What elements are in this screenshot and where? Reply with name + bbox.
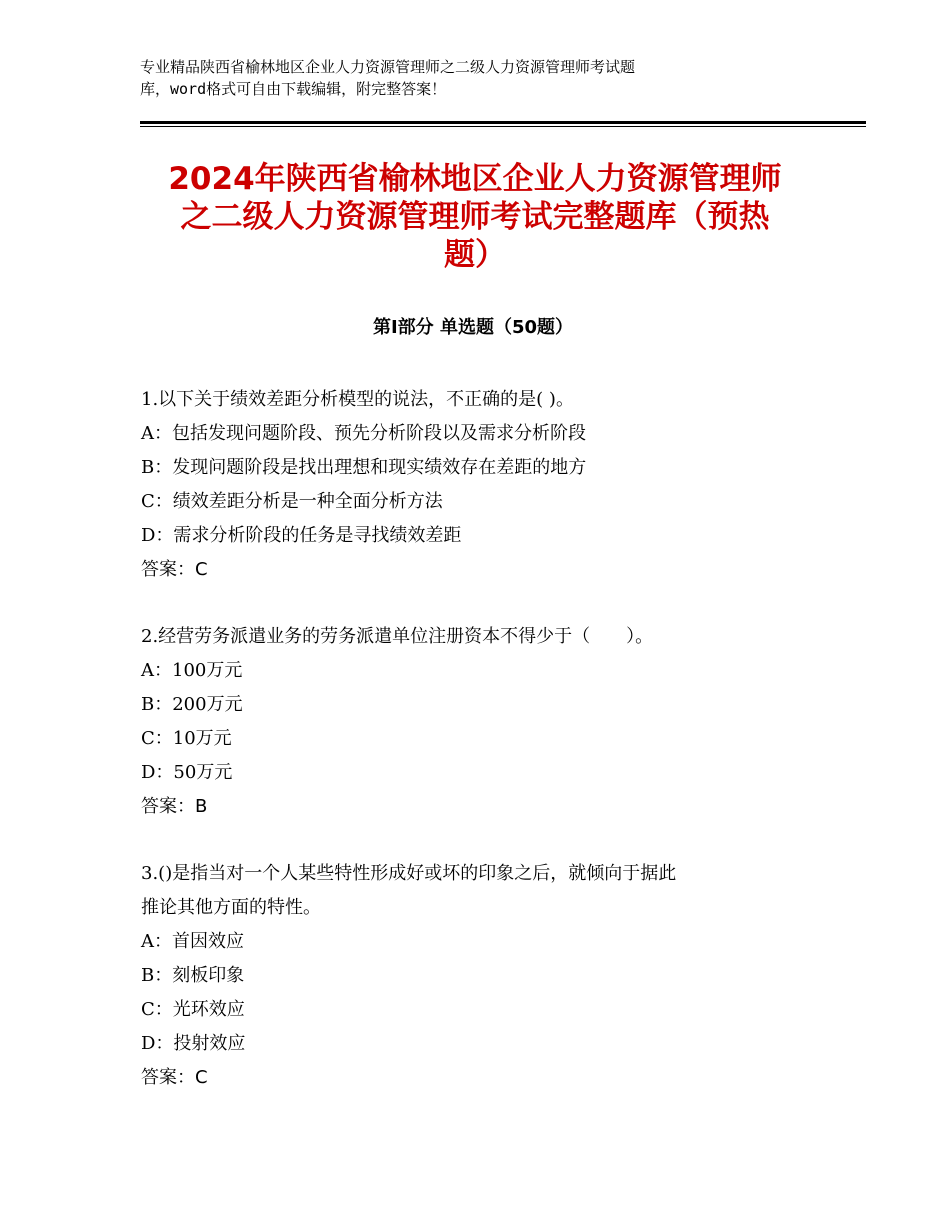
option-d: D：需求分析阶段的任务是寻找绩效差距: [141, 525, 462, 546]
document-title-line-1: 2024年陕西省榆林地区企业人力资源管理师: [168, 161, 782, 197]
answer: 答案：C: [141, 1067, 208, 1088]
option-b: B：发现问题阶段是找出理想和现实绩效存在差距的地方: [141, 457, 587, 478]
question-stem: 2.经营劳务派遣业务的劳务派遣单位注册资本不得少于（ ）。: [141, 626, 654, 647]
option-b: B：刻板印象: [141, 965, 245, 986]
option-b: B：200万元: [141, 694, 243, 715]
question-2: [141, 620, 821, 824]
question-stem: 1.以下关于绩效差距分析模型的说法，不正确的是( )。: [141, 389, 574, 410]
option-a: A：100万元: [141, 660, 243, 681]
option-a: A：包括发现问题阶段、预先分析阶段以及需求分析阶段: [141, 423, 586, 444]
document-title-line-3: 题）: [444, 237, 506, 273]
answer: 答案：C: [141, 559, 208, 580]
option-a: A：首因效应: [141, 931, 244, 952]
question-list: [141, 383, 821, 1128]
section-title: 第Ⅰ部分 单选题（50题）: [372, 317, 573, 338]
question-stem: 3.()是指当对一个人某些特性形成好或坏的印象之后，就倾向于据此: [141, 863, 677, 884]
document-title-line-2: 之二级人力资源管理师考试完整题库（预热: [180, 199, 770, 235]
option-d: D：投射效应: [141, 1033, 246, 1054]
document-title: [130, 160, 820, 274]
question-stem-continued: 推论其他方面的特性。: [141, 897, 321, 918]
header-divider-thick: [140, 121, 866, 124]
option-c: C：光环效应: [141, 999, 245, 1020]
header-divider-thin: [140, 126, 866, 127]
header-note: [140, 56, 800, 100]
option-c: C：绩效差距分析是一种全面分析方法: [141, 491, 443, 512]
question-1: [141, 383, 821, 587]
header-note-line-1: 专业精品陕西省榆林地区企业人力资源管理师之二级人力资源管理师考试题: [140, 58, 636, 76]
header-note-line-2: 库，word格式可自由下载编辑，附完整答案！: [140, 80, 447, 98]
option-d: D：50万元: [141, 762, 233, 783]
option-c: C：10万元: [141, 728, 232, 749]
question-3: [141, 857, 821, 1095]
answer: 答案：B: [141, 796, 208, 817]
